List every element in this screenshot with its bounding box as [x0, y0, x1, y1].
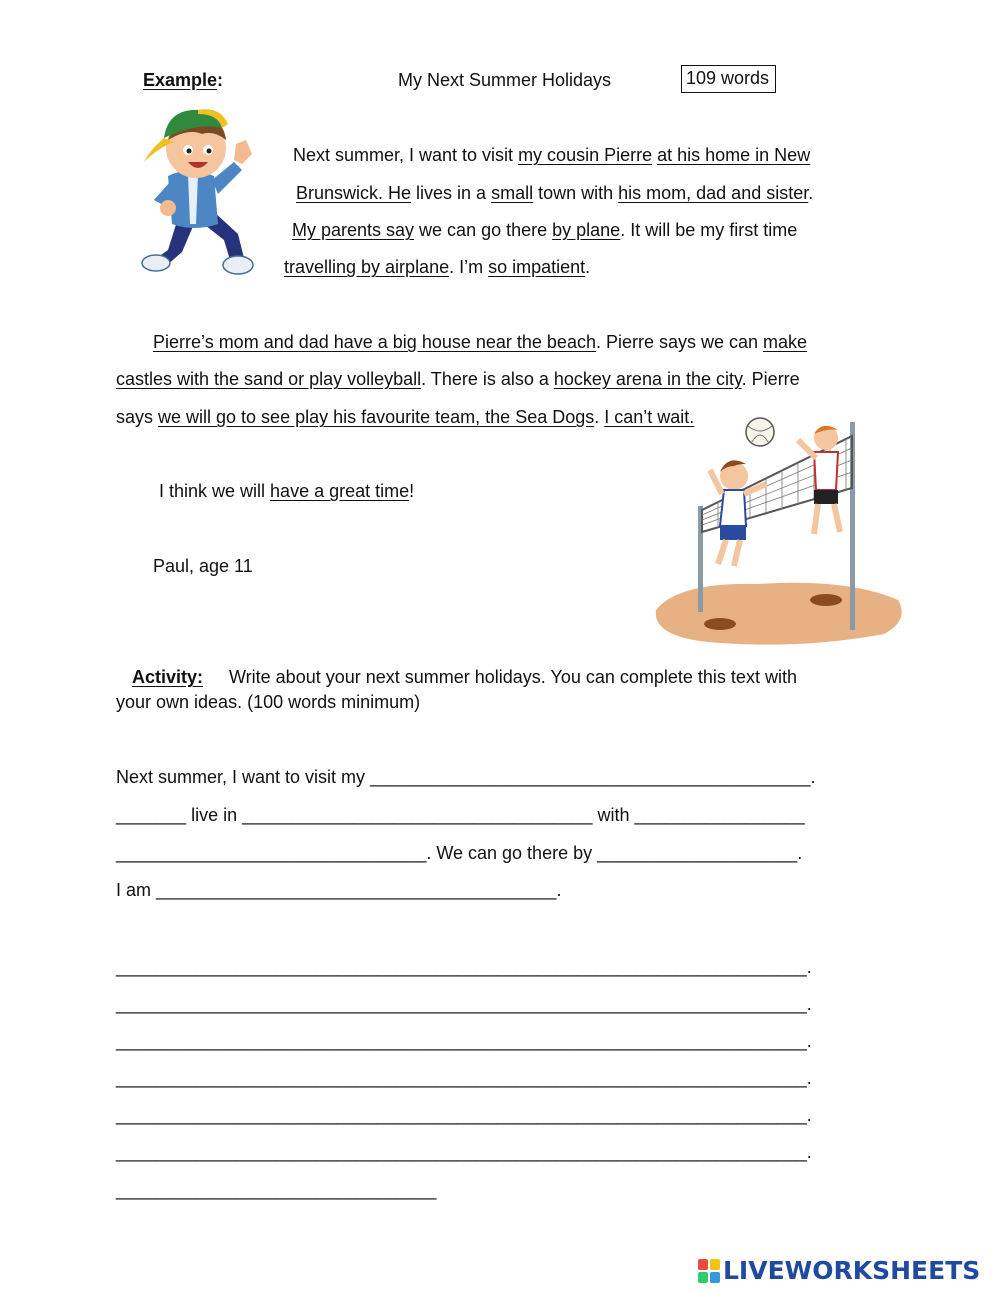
activity-instructions-line-2: your own ideas. (100 words minimum)	[116, 692, 421, 712]
fill-line-1[interactable]: Next summer, I want to visit my ____________________________________________.	[116, 767, 816, 787]
document-title: My Next Summer Holidays	[398, 70, 612, 90]
underlined-phrase: make	[763, 332, 808, 352]
underlined-phrase: his mom, dad and sister	[618, 183, 809, 203]
underlined-phrase: Brunswick. He	[296, 183, 412, 203]
example-line-3	[292, 221, 797, 239]
example-label: Example:	[143, 70, 224, 90]
writing-line-5[interactable]: _____________________________________________________________________.	[116, 957, 812, 977]
text-run: I think we will	[159, 481, 271, 501]
underlined-phrase: I can’t wait.	[604, 407, 695, 427]
logo-text: LIVEWORKSHEETS	[723, 1256, 981, 1285]
text-run: . It will be my first time	[620, 220, 798, 240]
writing-line-11[interactable]: ________________________________	[116, 1180, 437, 1200]
underlined-phrase: have a great time	[270, 481, 410, 501]
text-run: we can go there	[414, 220, 553, 240]
text-run: town with	[533, 183, 619, 203]
underlined-phrase: castles with the sand or play volleyball	[116, 369, 422, 389]
activity-instructions-line-1: Write about your next summer holidays. You can complete this text with	[229, 667, 797, 687]
logo-square-red	[698, 1259, 708, 1270]
text-run: says	[116, 407, 159, 427]
text-run: Next summer, I want to visit	[293, 145, 519, 165]
underlined-phrase: small	[491, 183, 534, 203]
writing-line-6[interactable]: _____________________________________________________________________.	[116, 994, 812, 1014]
fill-line-3[interactable]: _______________________________. We can go there by ____________________.	[116, 843, 803, 863]
fill-line-2[interactable]: _______ live in ___________________________________ with _________________	[116, 805, 805, 825]
example-line-8	[159, 482, 414, 500]
example-line-2	[296, 184, 813, 202]
logo-square-yellow	[710, 1259, 720, 1270]
text-run: . Pierre says we can	[595, 332, 764, 352]
logo-square-blue	[710, 1272, 720, 1283]
underlined-phrase: travelling by airplane	[284, 257, 450, 277]
boy-illustration	[138, 100, 260, 280]
logo-mark-icon	[698, 1259, 720, 1283]
signature: Paul, age 11	[153, 556, 253, 576]
text-run: .	[585, 257, 591, 277]
text-run: .	[808, 183, 814, 203]
underlined-phrase: my cousin Pierre	[518, 145, 653, 165]
text-run: .	[594, 407, 605, 427]
example-line-7	[116, 408, 694, 426]
volleyball-illustration	[648, 414, 910, 648]
underlined-phrase: at his home in New	[657, 145, 811, 165]
text-run: . There is also a	[421, 369, 554, 389]
text-run: . Pierre	[741, 369, 800, 389]
example-line-1	[293, 146, 810, 164]
activity-label: Activity:	[132, 667, 204, 687]
text-run: !	[409, 481, 415, 501]
logo-square-green	[698, 1272, 708, 1283]
word-count-box: 109 words	[681, 65, 776, 93]
underlined-phrase: My parents say	[292, 220, 415, 240]
underlined-phrase: by plane	[552, 220, 621, 240]
example-line-4	[284, 258, 590, 276]
writing-line-9[interactable]: _____________________________________________________________________.	[116, 1105, 812, 1125]
underlined-phrase: Pierre’s mom and dad have a big house near the beach	[153, 332, 596, 352]
underlined-phrase: hockey arena in the city	[553, 369, 742, 389]
writing-line-8[interactable]: _____________________________________________________________________.	[116, 1068, 812, 1088]
underlined-phrase: we will go to see play his favourite team, the Sea Dogs	[158, 407, 595, 427]
underlined-phrase: so impatient	[488, 257, 586, 277]
fill-line-4[interactable]: I am ________________________________________.	[116, 880, 562, 900]
liveworksheets-logo[interactable]	[698, 1256, 980, 1285]
text-run: . I’m	[449, 257, 489, 277]
writing-line-7[interactable]: _____________________________________________________________________.	[116, 1031, 812, 1051]
example-line-6	[116, 370, 800, 388]
writing-line-10[interactable]: _____________________________________________________________________.	[116, 1142, 812, 1162]
example-line-5	[153, 333, 807, 351]
text-run: lives in a	[411, 183, 492, 203]
